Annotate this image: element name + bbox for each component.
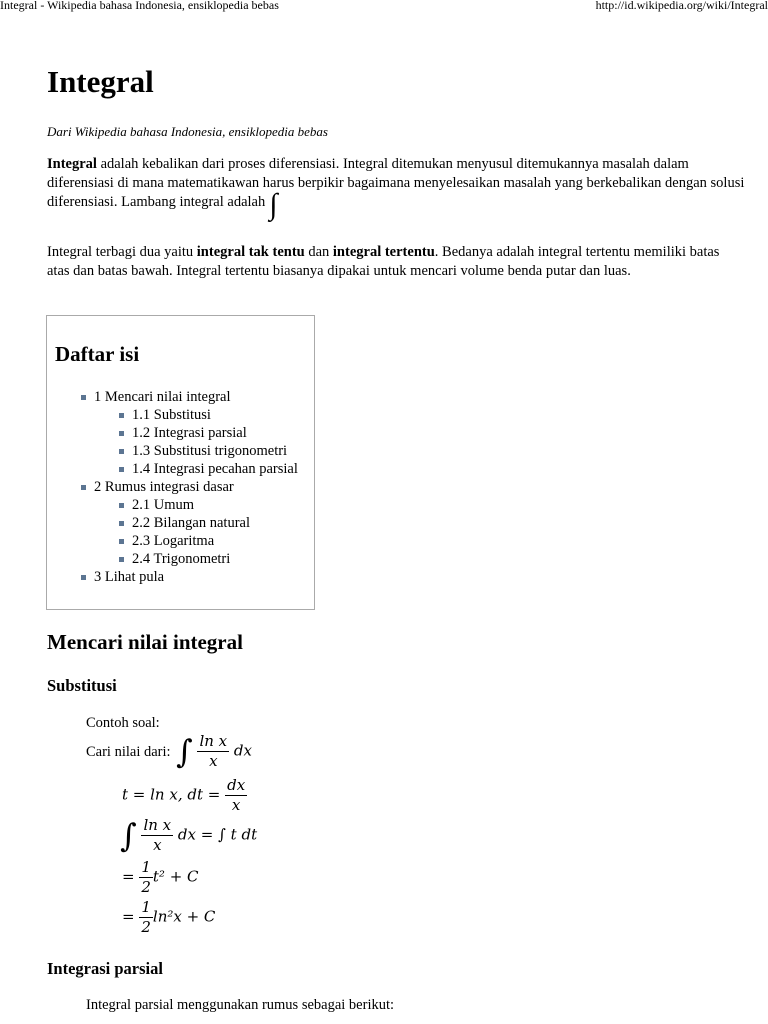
math-line4-eq: = <box>122 907 140 926</box>
toc-item-label[interactable]: 1.4 Integrasi pecahan parsial <box>132 461 298 477</box>
subsection-heading-integrasi-parsial: Integrasi parsial <box>47 959 163 978</box>
toc-bullet-icon <box>119 539 124 544</box>
page-subtitle: Dari Wikipedia bahasa Indonesia, ensiklopedia bebas <box>47 124 328 139</box>
frac-numerator: ln x <box>143 816 172 834</box>
frac-numerator: 1 <box>141 858 151 876</box>
frac-numerator: ln x <box>199 732 228 750</box>
toc-item-label[interactable]: 2.3 Logaritma <box>132 533 215 549</box>
math-dx: dx <box>233 741 252 760</box>
types-paragraph <box>47 243 737 281</box>
toc-bullet-icon <box>81 575 86 580</box>
frac-denominator: 2 <box>141 878 151 896</box>
toc-item-label[interactable]: 2.4 Trigonometri <box>132 551 231 567</box>
math-fraction <box>139 898 153 937</box>
toc-item[interactable] <box>132 532 214 550</box>
frac-numerator: dx <box>227 776 246 794</box>
browser-url[interactable]: http://id.wikipedia.org/wiki/Integral <box>595 0 768 12</box>
toc-bullet-icon <box>119 449 124 454</box>
subsection-heading-substitusi: Substitusi <box>47 676 117 695</box>
math-fraction <box>139 858 153 897</box>
toc-item-label[interactable]: 3 Lihat pula <box>94 569 165 585</box>
frac-denominator: x <box>153 836 162 854</box>
frac-denominator: 2 <box>141 918 151 936</box>
toc-item-label[interactable]: 2.1 Umum <box>132 497 195 513</box>
toc-item-label[interactable]: 1.2 Integrasi parsial <box>132 425 247 441</box>
toc-item[interactable] <box>132 460 298 478</box>
intro-paragraph <box>47 155 747 221</box>
toc-bullet-icon <box>81 485 86 490</box>
toc-title: Daftar isi <box>55 342 140 366</box>
types-bold-indefinite[interactable]: integral tak tentu <box>196 244 305 260</box>
cari-text: Cari nilai dari: <box>86 744 171 760</box>
toc-item[interactable] <box>132 550 230 568</box>
intro-text: adalah kebalikan dari proses diferensiasi. Integral ditemukan menyusul ditemukannya masalah dalam diferensiasi di mana matematikawan harus berpikir bagaimana menyelesaikan masalah yang berkebalikan dengan solusi diferensiasi. Lambang integral adalah <box>47 156 745 210</box>
toc-bullet-icon <box>119 521 124 526</box>
cari-label <box>86 744 171 761</box>
math-line1-text: t = ln x, dt = <box>122 785 226 804</box>
toc-bullet-icon <box>119 467 124 472</box>
math-fraction <box>197 732 229 771</box>
math-problem <box>176 732 252 771</box>
toc-item-label[interactable]: 1.3 Substitusi trigonometri <box>132 443 288 459</box>
contoh-label: Contoh soal: <box>86 715 160 731</box>
math-fraction <box>141 816 173 855</box>
toc-bullet-icon <box>119 557 124 562</box>
toc-bullet-icon <box>81 395 86 400</box>
integral-sign-icon: ∫ <box>176 732 193 771</box>
page-title: Integral <box>47 64 154 99</box>
toc-item[interactable] <box>132 442 287 460</box>
toc-bullet-icon <box>119 503 124 508</box>
toc-bullet-icon <box>119 413 124 418</box>
types-text-b: dan <box>304 244 333 260</box>
toc-item[interactable] <box>132 514 250 532</box>
toc-item-label[interactable]: 1 Mencari nilai integral <box>94 389 231 405</box>
toc-item-label[interactable]: 1.1 Substitusi <box>132 407 211 423</box>
math-line3 <box>122 858 199 897</box>
integral-sign-icon: ∫ <box>120 816 137 855</box>
integral-symbol: ∫ <box>269 188 278 221</box>
toc-item[interactable] <box>94 568 164 586</box>
math-line4 <box>122 898 215 937</box>
types-text-c: . Bedanya adalah integral tertentu memiliki batas atas dan batas bawah. Integral tertentu biasanya dipakai untuk mencari volume benda putar dan luas. <box>47 244 720 279</box>
toc-item-label[interactable]: 2.2 Bilangan natural <box>132 515 250 531</box>
frac-denominator: x <box>209 752 218 770</box>
math-line2 <box>120 816 257 855</box>
toc-item[interactable] <box>94 478 234 496</box>
math-line2-right: = ∫ t dt <box>200 825 258 844</box>
toc-item[interactable] <box>94 388 231 406</box>
math-line4-text: ln²x + C <box>152 907 216 926</box>
browser-page-title: Integral - Wikipedia bahasa Indonesia, ensiklopedia bebas <box>0 0 279 12</box>
integrasi-parsial-text: Integral parsial menggunakan rumus sebagai berikut: <box>86 997 395 1013</box>
table-of-contents <box>46 315 315 610</box>
intro-bold-term: Integral <box>47 156 97 172</box>
toc-item[interactable] <box>132 406 211 424</box>
math-dx: dx <box>177 825 196 844</box>
toc-item[interactable] <box>132 496 194 514</box>
math-line1 <box>122 776 247 815</box>
math-line3-text: t² + C <box>152 867 199 886</box>
types-text-a: Integral terbagi dua yaitu <box>47 244 197 260</box>
toc-item-label[interactable]: 2 Rumus integrasi dasar <box>94 479 234 495</box>
toc-item[interactable] <box>132 424 247 442</box>
section-heading-mencari: Mencari nilai integral <box>47 630 243 654</box>
math-fraction <box>225 776 247 815</box>
frac-denominator: x <box>231 796 241 814</box>
frac-numerator: 1 <box>141 898 151 916</box>
toc-bullet-icon <box>119 431 124 436</box>
types-bold-definite[interactable]: integral tertentu <box>332 244 435 260</box>
math-line3-eq: = <box>122 867 140 886</box>
